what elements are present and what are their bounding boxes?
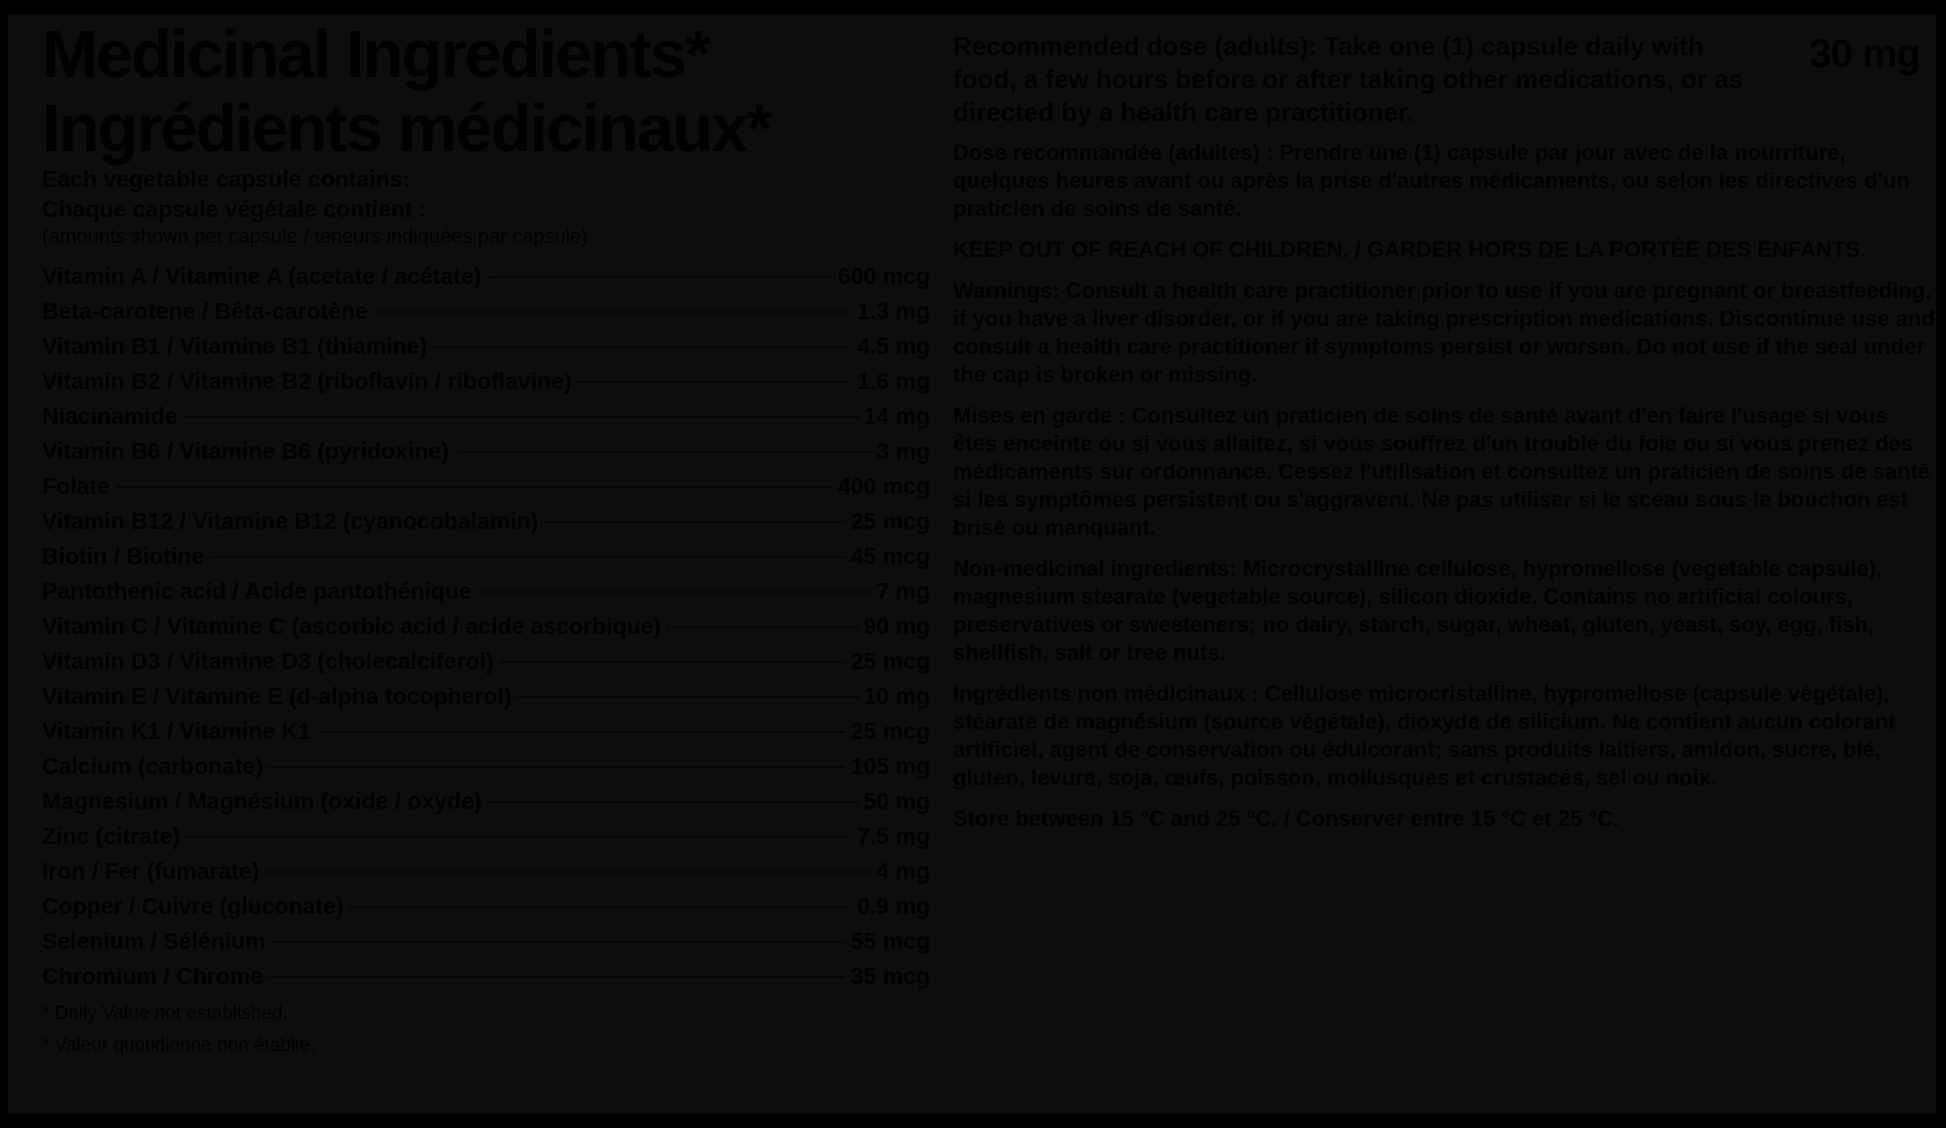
ingredient-name: Zinc (citrate) xyxy=(42,823,181,850)
title-english: Medicinal Ingredients* xyxy=(42,17,710,92)
label-panel xyxy=(8,14,1936,1114)
ingredient-amount: 1.6 mg xyxy=(857,368,930,395)
dotted-leader xyxy=(578,381,852,383)
ingredient-row xyxy=(42,469,930,504)
ingredient-amount: 0.9 mg xyxy=(857,893,930,920)
ingredient-row xyxy=(42,259,930,294)
title-french: Ingrédients médicinaux* xyxy=(42,90,771,166)
subtitle-french: Chaque capsule végétale contient : xyxy=(42,196,427,223)
subtitle-english: Each vegetable capsule contains: xyxy=(42,166,411,193)
ingredient-amount: 7 mg xyxy=(876,578,930,605)
dosage-paragraph-english: Recommended dose (adults): Take one (1) capsule daily with food, a few hours before or after taking other medications, or as directed by a health care practitioner. xyxy=(953,31,1744,127)
ingredient-name: Folate xyxy=(42,473,110,500)
ingredient-name: Chromium / Chrome xyxy=(42,963,264,990)
dotted-leader xyxy=(433,346,851,348)
dotted-leader xyxy=(544,521,844,523)
ingredient-name: Copper / Cuivre (gluconate) xyxy=(42,893,344,920)
ingredient-amount: 14 mg xyxy=(863,403,930,430)
dotted-leader xyxy=(265,871,870,873)
info-paragraph: Non-medicinal ingredients: Microcrystalline cellulose, hypromellose (vegetable capsule), magnesium stearate (vegetable source), silicon dioxide. Contains no artificial colours, preservatives or sweeteners; no dairy, starch, sugar, wheat, gluten, yeast, soy, egg, fish, shellfish, salt or tree nuts. xyxy=(953,556,1883,665)
footnote-english: * Daily Value not established. xyxy=(42,1003,288,1025)
ingredient-name: Vitamin K1 / Vitamine K1 xyxy=(42,718,311,745)
ingredient-amount: 90 mg xyxy=(863,613,930,640)
ingredient-name: Niacinamide xyxy=(42,403,178,430)
ingredient-row xyxy=(42,644,930,679)
dotted-leader xyxy=(374,311,851,313)
ingredient-name: Vitamin E / Vitamine E (d-alpha tocopherol) xyxy=(42,683,512,710)
ingredient-name: Vitamin B1 / Vitamine B1 (thiamine) xyxy=(42,333,428,360)
ingredient-amount: 1.3 mg xyxy=(857,298,930,325)
info-paragraph: KEEP OUT OF REACH OF CHILDREN. / GARDER HORS DE LA PORTÉE DES ENFANTS. xyxy=(953,237,1867,262)
ingredient-amount: 3 mg xyxy=(876,438,930,465)
ingredient-amount: 4 mg xyxy=(876,858,930,885)
ingredient-amount: 10 mg xyxy=(863,683,930,710)
ingredient-row xyxy=(42,504,930,539)
ingredient-row xyxy=(42,959,930,994)
ingredient-row xyxy=(42,749,930,784)
info-paragraphs xyxy=(953,139,1936,833)
ingredient-amount: 400 mcg xyxy=(837,473,930,500)
ingredient-row xyxy=(42,784,930,819)
dotted-leader xyxy=(116,486,832,488)
dotted-leader xyxy=(478,591,871,593)
ingredient-row xyxy=(42,399,930,434)
info-paragraph: Store between 15 °C and 25 °C. / Conserver entre 15 °C et 25 °C. xyxy=(953,806,1620,831)
ingredient-name: Vitamin C / Vitamine C (ascorbic acid / acide ascorbique) xyxy=(42,613,662,640)
ingredient-row xyxy=(42,889,930,924)
ingredient-amount: 600 mcg xyxy=(837,263,930,290)
directions-warnings-section xyxy=(953,24,1936,846)
ingredient-list xyxy=(42,259,930,994)
medicinal-ingredients-section xyxy=(42,17,930,1058)
per-capsule-note: (amounts shown per capsule / teneurs indiquées par capsule) xyxy=(42,226,588,249)
info-paragraph: Dose recommandée (adultes) : Prendre une (1) capsule par jour avec de la nourriture, quelques heures avant ou après la prise d'autres médicaments, ou selon les directives d'un praticien de soins de santé. xyxy=(953,140,1910,221)
dotted-leader xyxy=(487,276,832,278)
dotted-leader xyxy=(667,626,857,628)
ingredient-amount: 105 mg xyxy=(850,753,930,780)
ingredient-name: Vitamin A / Vitamine A (acetate / acétate) xyxy=(42,263,482,290)
ingredient-name: Vitamin B6 / Vitamine B6 (pyridoxine) xyxy=(42,438,449,465)
ingredient-amount: 50 mg xyxy=(863,788,930,815)
ingredient-amount: 25 mcg xyxy=(850,718,930,745)
ingredient-name: Vitamin B12 / Vitamine B12 (cyanocobalamin) xyxy=(42,508,539,535)
dotted-leader xyxy=(350,906,852,908)
ingredient-row xyxy=(42,714,930,749)
dotted-leader xyxy=(517,696,857,698)
strength-badge: 30 mg xyxy=(1809,32,1920,76)
ingredient-row xyxy=(42,679,930,714)
ingredient-row xyxy=(42,819,930,854)
ingredient-amount: 4.5 mg xyxy=(857,333,930,360)
ingredient-name: Iron / Fer (fumarate) xyxy=(42,858,260,885)
ingredient-name: Biotin / Biotine xyxy=(42,543,205,570)
dotted-leader xyxy=(186,836,851,838)
ingredient-name: Beta-carotene / Bêta-carotène xyxy=(42,298,368,325)
ingredient-row xyxy=(42,294,930,329)
ingredient-amount: 35 mcg xyxy=(850,963,930,990)
ingredient-row xyxy=(42,924,930,959)
ingredient-row xyxy=(42,854,930,889)
ingredient-name: Selenium / Sélénium xyxy=(42,928,266,955)
info-paragraph: Warnings: Consult a health care practitioner prior to use if you are pregnant or breastfeeding, if you have a liver disorder, or if you are taking prescription medications. Discontinue use and consult a health care practitioner if symptoms persist or worsen. Do not use if the seal under the cap is broken or missing. xyxy=(953,278,1935,387)
ingredient-amount: 55 mcg xyxy=(850,928,930,955)
dotted-leader xyxy=(269,976,845,978)
ingredient-name: Pantothenic acid / Acide pantothénique xyxy=(42,578,472,605)
ingredient-name: Magnesium / Magnésium (oxide / oxyde) xyxy=(42,788,482,815)
ingredient-row xyxy=(42,609,930,644)
footnote-french: * Valeur quotidienne non établie. xyxy=(42,1035,316,1057)
dotted-leader xyxy=(269,766,845,768)
ingredient-amount: 25 mcg xyxy=(850,648,930,675)
dotted-leader xyxy=(210,556,844,558)
ingredient-row xyxy=(42,364,930,399)
ingredient-amount: 25 mcg xyxy=(850,508,930,535)
info-paragraph: Ingrédients non médicinaux : Cellulose microcristalline, hypromellose (capsule végétale), stéarate de magnésium (source végétale), dioxyde de silicium. Ne contient aucun colorant artificiel, agent de conservation ou édulcorant; sans produits laitiers, amidon, sucre, blé, gluten, levure, soja, œufs, poisson, mollusques et crustacés, sel ou noix. xyxy=(953,681,1896,790)
dotted-leader xyxy=(272,941,845,943)
dotted-leader xyxy=(455,451,870,453)
info-paragraph: Mises en garde : Consultez un praticien de soins de santé avant d'en faire l'usage si vous êtes enceinte ou si vous allaitez, si vous souffrez d'un trouble du foie ou si vous prenez des médicaments sur ordonnance. Cessez l'utilisation et consultez un praticien de soins de santé si les symptômes persistent ou s'aggravent. Ne pas utiliser si le sceau sous le bouchon est brisé ou manquant. xyxy=(953,403,1931,540)
ingredient-row xyxy=(42,539,930,574)
dotted-leader xyxy=(488,801,858,803)
ingredient-row xyxy=(42,329,930,364)
ingredient-name: Vitamin D3 / Vitamine D3 (cholecalciferol) xyxy=(42,648,494,675)
ingredient-row xyxy=(42,434,930,469)
dotted-leader xyxy=(500,661,845,663)
dotted-leader xyxy=(317,731,845,733)
ingredient-name: Vitamin B2 / Vitamine B2 (riboflavin / riboflavine) xyxy=(42,368,572,395)
ingredient-amount: 45 mcg xyxy=(850,543,930,570)
ingredient-row xyxy=(42,574,930,609)
ingredient-name: Calcium (carbonate) xyxy=(42,753,264,780)
ingredient-amount: 7.5 mg xyxy=(857,823,930,850)
dotted-leader xyxy=(184,416,858,418)
